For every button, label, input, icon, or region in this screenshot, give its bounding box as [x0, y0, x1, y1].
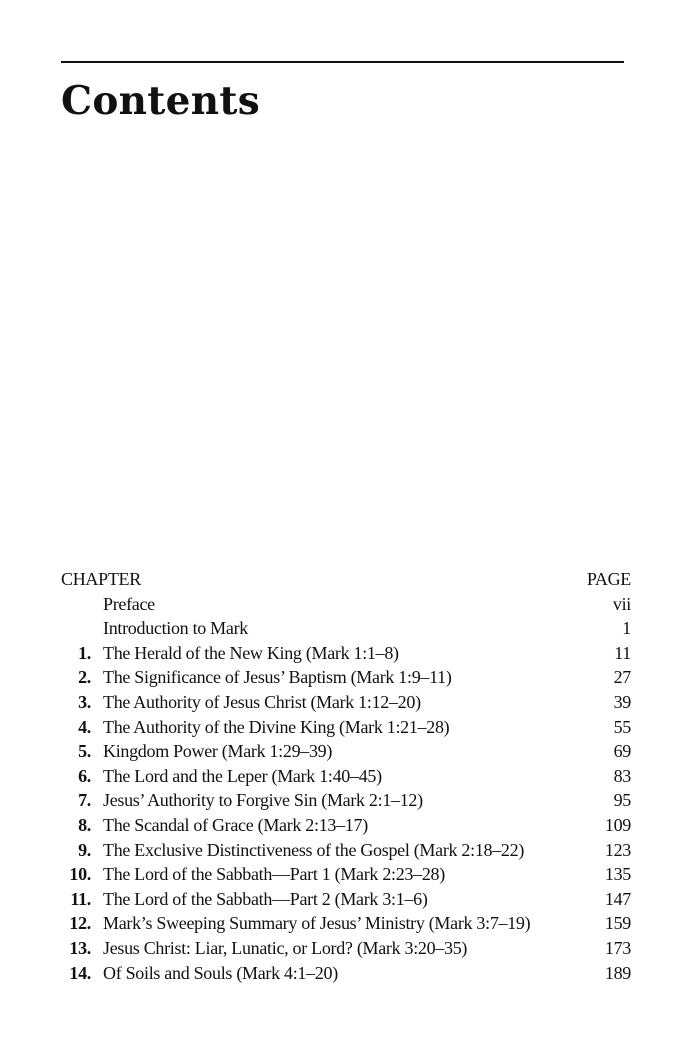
page-number: 173: [604, 937, 631, 958]
chapter-title: The Lord of the Sabbath—Part 1 (Mark 2:23–28): [103, 864, 445, 885]
toc-entry: [61, 887, 631, 912]
page-number: 147: [604, 888, 631, 909]
page-number: 135: [604, 864, 631, 885]
page-number: 1: [622, 618, 631, 639]
page-number: 69: [613, 741, 631, 762]
chapter-title: The Significance of Jesus’ Baptism (Mark 1:9–11): [103, 667, 452, 688]
chapter-title: Preface: [103, 593, 155, 614]
toc-entry: [61, 592, 631, 617]
chapter-title: The Lord and the Leper (Mark 1:40–45): [103, 765, 382, 786]
page-column-label: PAGE: [586, 569, 631, 589]
page-title: Contents: [61, 78, 260, 124]
chapter-title: Kingdom Power (Mark 1:29–39): [103, 741, 333, 762]
toc-entry: [61, 641, 631, 666]
toc-entry: [61, 616, 631, 641]
page-number: 27: [613, 667, 631, 688]
toc-entries: [61, 592, 631, 986]
chapter-title: The Authority of the Divine King (Mark 1:21–28): [103, 716, 450, 737]
page-number: 95: [613, 790, 631, 811]
chapter-number: 5.: [78, 741, 91, 762]
chapter-column-label: CHAPTER: [61, 569, 141, 589]
toc-entry: [61, 838, 631, 863]
chapter-title: Of Soils and Souls (Mark 4:1–20): [103, 962, 338, 983]
toc-entry: [61, 862, 631, 887]
toc-entry: [61, 690, 631, 715]
chapter-number: 6.: [78, 765, 91, 786]
chapter-number: 4.: [78, 716, 91, 737]
page-number: 123: [604, 839, 631, 860]
chapter-title: The Herald of the New King (Mark 1:1–8): [103, 642, 399, 663]
chapter-title: Jesus’ Authority to Forgive Sin (Mark 2:1–12): [103, 790, 423, 811]
chapter-title: The Lord of the Sabbath—Part 2 (Mark 3:1–6): [103, 888, 428, 909]
chapter-title: Jesus Christ: Liar, Lunatic, or Lord? (Mark 3:20–35): [103, 937, 468, 958]
chapter-title: Introduction to Mark: [103, 618, 248, 639]
chapter-number: 11.: [70, 888, 91, 909]
page-number: 39: [613, 691, 631, 712]
toc-entry: [61, 936, 631, 961]
chapter-number: 13.: [69, 937, 91, 958]
toc-entry: [61, 788, 631, 813]
chapter-number: 7.: [78, 790, 91, 811]
chapter-number: 9.: [78, 839, 91, 860]
page-number: 11: [614, 642, 631, 663]
page-number: 189: [604, 962, 631, 983]
page-number: 109: [604, 814, 631, 835]
toc-entry: [61, 715, 631, 740]
page-number: 159: [604, 913, 631, 934]
chapter-number: 12.: [69, 913, 91, 934]
chapter-number: 3.: [78, 691, 91, 712]
toc-entry: [61, 764, 631, 789]
toc-entry: [61, 911, 631, 936]
toc-entry: [61, 961, 631, 986]
chapter-number: 14.: [69, 962, 91, 983]
chapter-number: 1.: [78, 642, 91, 663]
chapter-title: The Scandal of Grace (Mark 2:13–17): [103, 814, 368, 835]
page-number: vii: [612, 593, 631, 614]
table-of-contents: [61, 567, 631, 985]
page-number: 55: [613, 716, 631, 737]
chapter-title: The Authority of Jesus Christ (Mark 1:12–20): [103, 691, 421, 712]
toc-entry: [61, 739, 631, 764]
chapter-number: 8.: [78, 814, 91, 835]
top-rule: [61, 61, 624, 63]
page-number: 83: [613, 765, 631, 786]
chapter-number: 2.: [78, 667, 91, 688]
toc-entry: [61, 813, 631, 838]
chapter-title: The Exclusive Distinctiveness of the Gospel (Mark 2:18–22): [103, 839, 525, 860]
toc-header: [61, 567, 631, 592]
toc-entry: [61, 665, 631, 690]
chapter-number: 10.: [69, 864, 91, 885]
chapter-title: Mark’s Sweeping Summary of Jesus’ Ministry (Mark 3:7–19): [103, 913, 531, 934]
